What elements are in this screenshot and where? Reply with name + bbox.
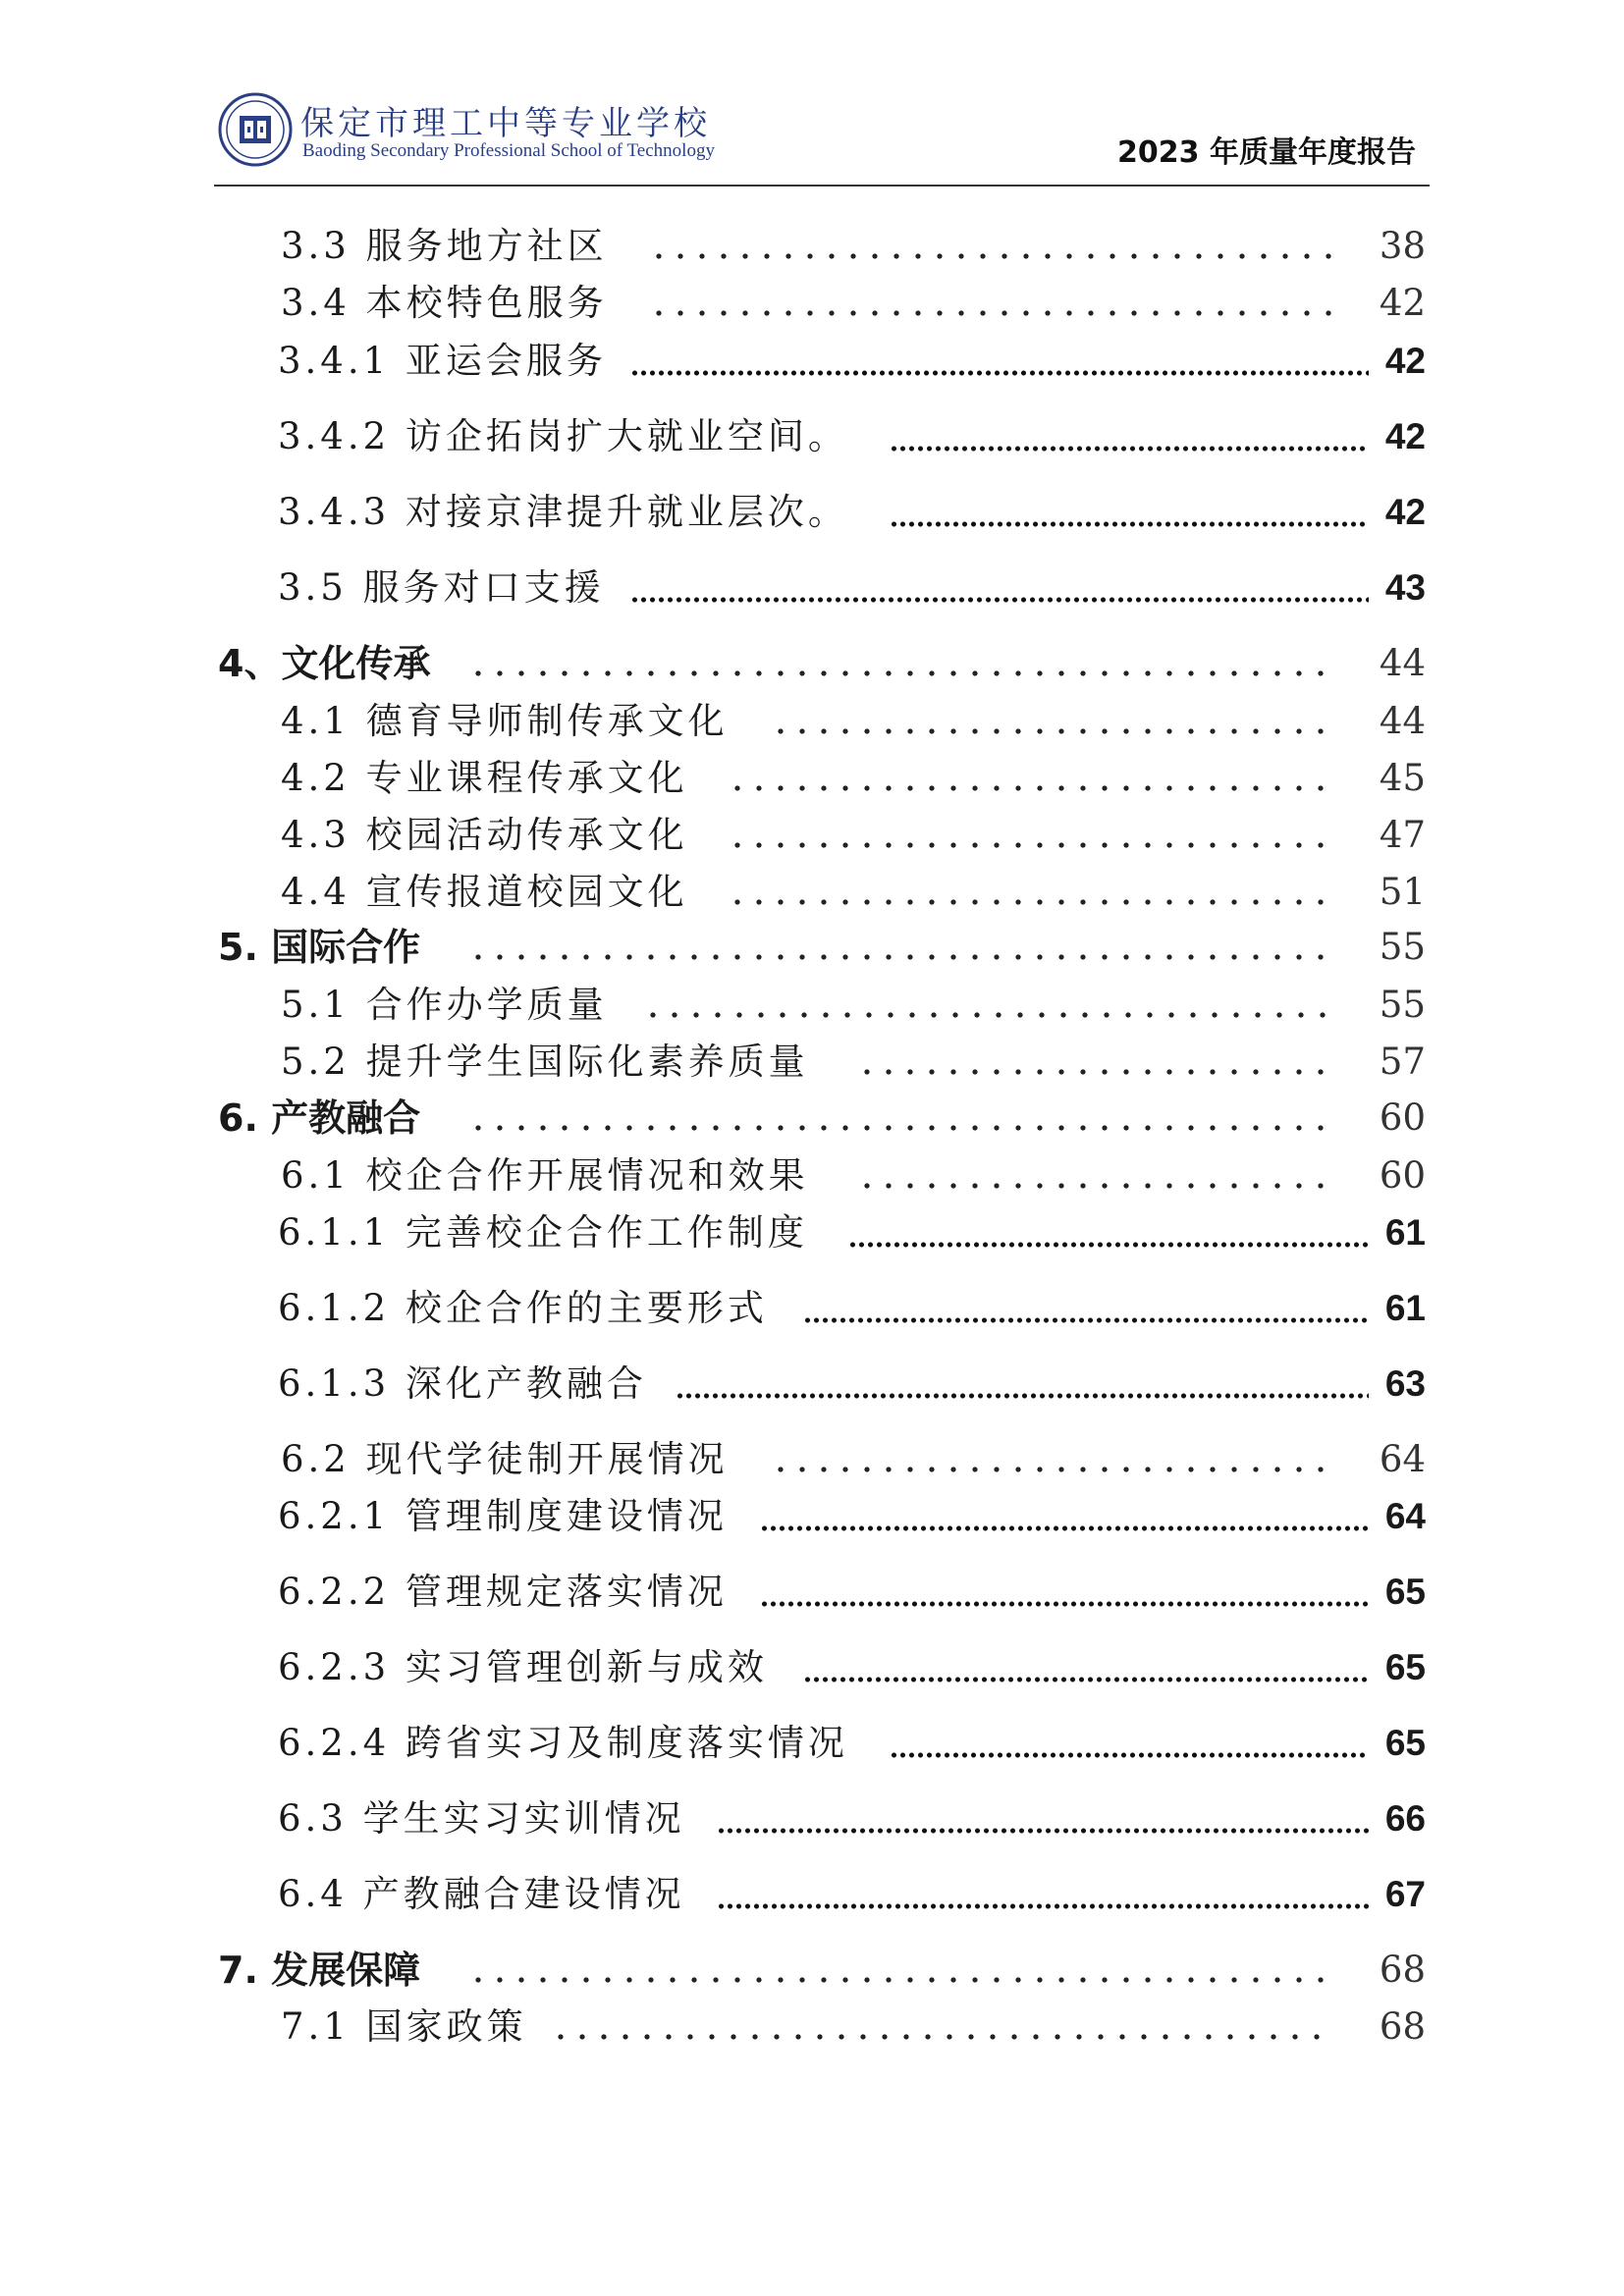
school-name-cn: 保定市理工中等专业学校 [300,104,711,143]
dot-leader [803,1281,1369,1336]
toc-entry-page: 44 [1379,700,1426,742]
dot-leader [648,219,1335,274]
toc-entry[interactable] [0,1640,1624,1695]
dot-leader [803,1640,1369,1695]
dot-leader [856,1035,1335,1090]
dot-leader [760,1489,1369,1544]
toc-entry-title: 6.2.1 管理制度建设情况 [278,1495,728,1537]
toc-entry-page: 68 [1379,2005,1426,2048]
toc-entry[interactable] [0,1148,1624,1203]
toc-entry[interactable] [0,409,1624,464]
toc-entry-page: 64 [1384,1496,1426,1536]
toc-entry[interactable] [0,1205,1624,1260]
dot-leader [890,485,1369,540]
toc-entry-title: 6. 产教融合 [218,1096,421,1140]
toc-entry[interactable] [0,334,1624,389]
toc-entry-title: 4.1 德育导师制传承文化 [281,700,729,742]
school-name-en: Baoding Secondary Professional School of Technology [302,140,715,161]
dot-leader [648,276,1335,331]
toc-entry-title: 6.1 校企合作开展情况和效果 [281,1154,809,1197]
toc-entry-page: 42 [1379,282,1426,324]
dot-leader [770,1432,1335,1487]
toc-entry-page: 45 [1379,757,1426,799]
toc-entry-page: 66 [1384,1798,1426,1839]
dot-leader [727,751,1335,806]
dot-leader [630,334,1369,389]
toc-entry-title: 4.3 校园活动传承文化 [281,814,688,856]
toc-entry-title: 7.1 国家政策 [281,2005,527,2048]
toc-entry[interactable] [0,219,1624,274]
toc-entry[interactable] [0,276,1624,331]
toc-entry[interactable] [0,1867,1624,1922]
toc-entry-title: 5. 国际合作 [218,926,421,969]
toc-entry[interactable] [0,1035,1624,1090]
toc-entry-page: 60 [1379,1154,1426,1197]
dot-leader [676,1357,1369,1412]
toc-entry-page: 42 [1384,416,1426,456]
dot-leader [848,1205,1369,1260]
dot-leader [717,1867,1369,1922]
toc-entry-title: 3.4.3 对接京津提升就业层次。 [278,491,848,533]
toc-entry-page: 55 [1379,984,1426,1026]
toc-entry-page: 60 [1379,1096,1426,1139]
toc-entry[interactable] [0,1716,1624,1771]
toc-entry-title: 5.1 合作办学质量 [281,984,608,1026]
toc-entry-page: 67 [1384,1874,1426,1914]
toc-entry[interactable] [0,1432,1624,1487]
toc-entry-page: 64 [1379,1438,1426,1480]
toc-entry[interactable] [0,694,1624,749]
toc-entry-title: 3.5 服务对口支援 [278,566,605,609]
dot-leader [770,694,1335,749]
toc-entry-title: 7. 发展保障 [218,1949,421,1992]
toc-entry[interactable] [0,920,1624,975]
toc-entry[interactable] [0,1281,1624,1336]
toc-entry[interactable] [0,978,1624,1033]
toc-entry-page: 63 [1384,1363,1426,1404]
toc-entry-page: 65 [1384,1647,1426,1687]
toc-entry-title: 6.1.1 完善校企合作工作制度 [278,1211,808,1254]
toc-entry-page: 61 [1384,1288,1426,1328]
dot-leader [760,1565,1369,1620]
toc-entry-page: 44 [1379,642,1426,684]
toc-entry-page: 61 [1384,1212,1426,1253]
dot-leader [856,1148,1335,1203]
toc-entry-title: 3.4.2 访企拓岗扩大就业空间。 [278,415,848,457]
toc-entry[interactable] [0,1357,1624,1412]
toc-entry-page: 42 [1384,341,1426,381]
toc-entry-title: 3.4.1 亚运会服务 [278,340,607,382]
toc-entry[interactable] [0,561,1624,615]
toc-entry-title: 6.3 学生实习实训情况 [278,1797,685,1840]
toc-entry[interactable] [0,1943,1624,1998]
toc-entry-page: 55 [1379,926,1426,968]
toc-entry-title: 4.2 专业课程传承文化 [281,757,688,799]
toc-entry[interactable] [0,485,1624,540]
dot-leader [467,920,1335,975]
toc-entry[interactable] [0,1565,1624,1620]
dot-leader [717,1791,1369,1846]
dot-leader [890,1716,1369,1771]
toc-entry[interactable] [0,751,1624,806]
toc-entry-title: 4、文化传承 [218,642,431,685]
toc-entry[interactable] [0,865,1624,920]
toc-entry-title: 4.4 宣传报道校园文化 [281,871,688,913]
dot-leader [727,808,1335,863]
toc-entry[interactable] [0,2000,1624,2055]
toc-entry[interactable] [0,636,1624,691]
dot-leader [467,636,1335,691]
toc-entry-title: 3.4 本校特色服务 [281,282,608,324]
toc-entry-title: 5.2 提升学生国际化素养质量 [281,1041,809,1083]
toc-entry[interactable] [0,1791,1624,1846]
toc-entry-page: 57 [1379,1041,1426,1083]
toc-entry-title: 6.2.4 跨省实习及制度落实情况 [278,1722,848,1764]
toc-entry-title: 6.1.2 校企合作的主要形式 [278,1287,768,1329]
toc-entry-title: 6.1.3 深化产教融合 [278,1362,647,1405]
dot-leader [550,2000,1335,2055]
toc-entry-page: 68 [1379,1949,1426,1991]
toc-entry[interactable] [0,1489,1624,1544]
toc-entry-page: 43 [1384,567,1426,608]
dot-leader [630,561,1369,615]
toc-entry-page: 47 [1379,814,1426,856]
dot-leader [467,1943,1335,1998]
toc-entry[interactable] [0,808,1624,863]
report-title: 2023 年质量年度报告 [1117,135,1416,170]
toc-entry-page: 65 [1384,1723,1426,1763]
toc-entry-title: 6.4 产教融合建设情况 [278,1873,685,1915]
toc-entry-title: 6.2.3 实习管理创新与成效 [278,1646,768,1688]
toc-entry-title: 6.2 现代学徒制开展情况 [281,1438,729,1480]
toc-entry-title: 3.3 服务地方社区 [281,225,608,267]
toc-entry-page: 51 [1379,871,1426,913]
dot-leader [890,409,1369,464]
toc-entry[interactable] [0,1091,1624,1146]
dot-leader [642,978,1335,1033]
toc-entry-page: 42 [1384,492,1426,532]
toc-entry-page: 38 [1379,225,1426,267]
toc-entry-title: 6.2.2 管理规定落实情况 [278,1571,728,1613]
toc-entry-page: 65 [1384,1572,1426,1612]
dot-leader [467,1091,1335,1146]
dot-leader [727,865,1335,920]
